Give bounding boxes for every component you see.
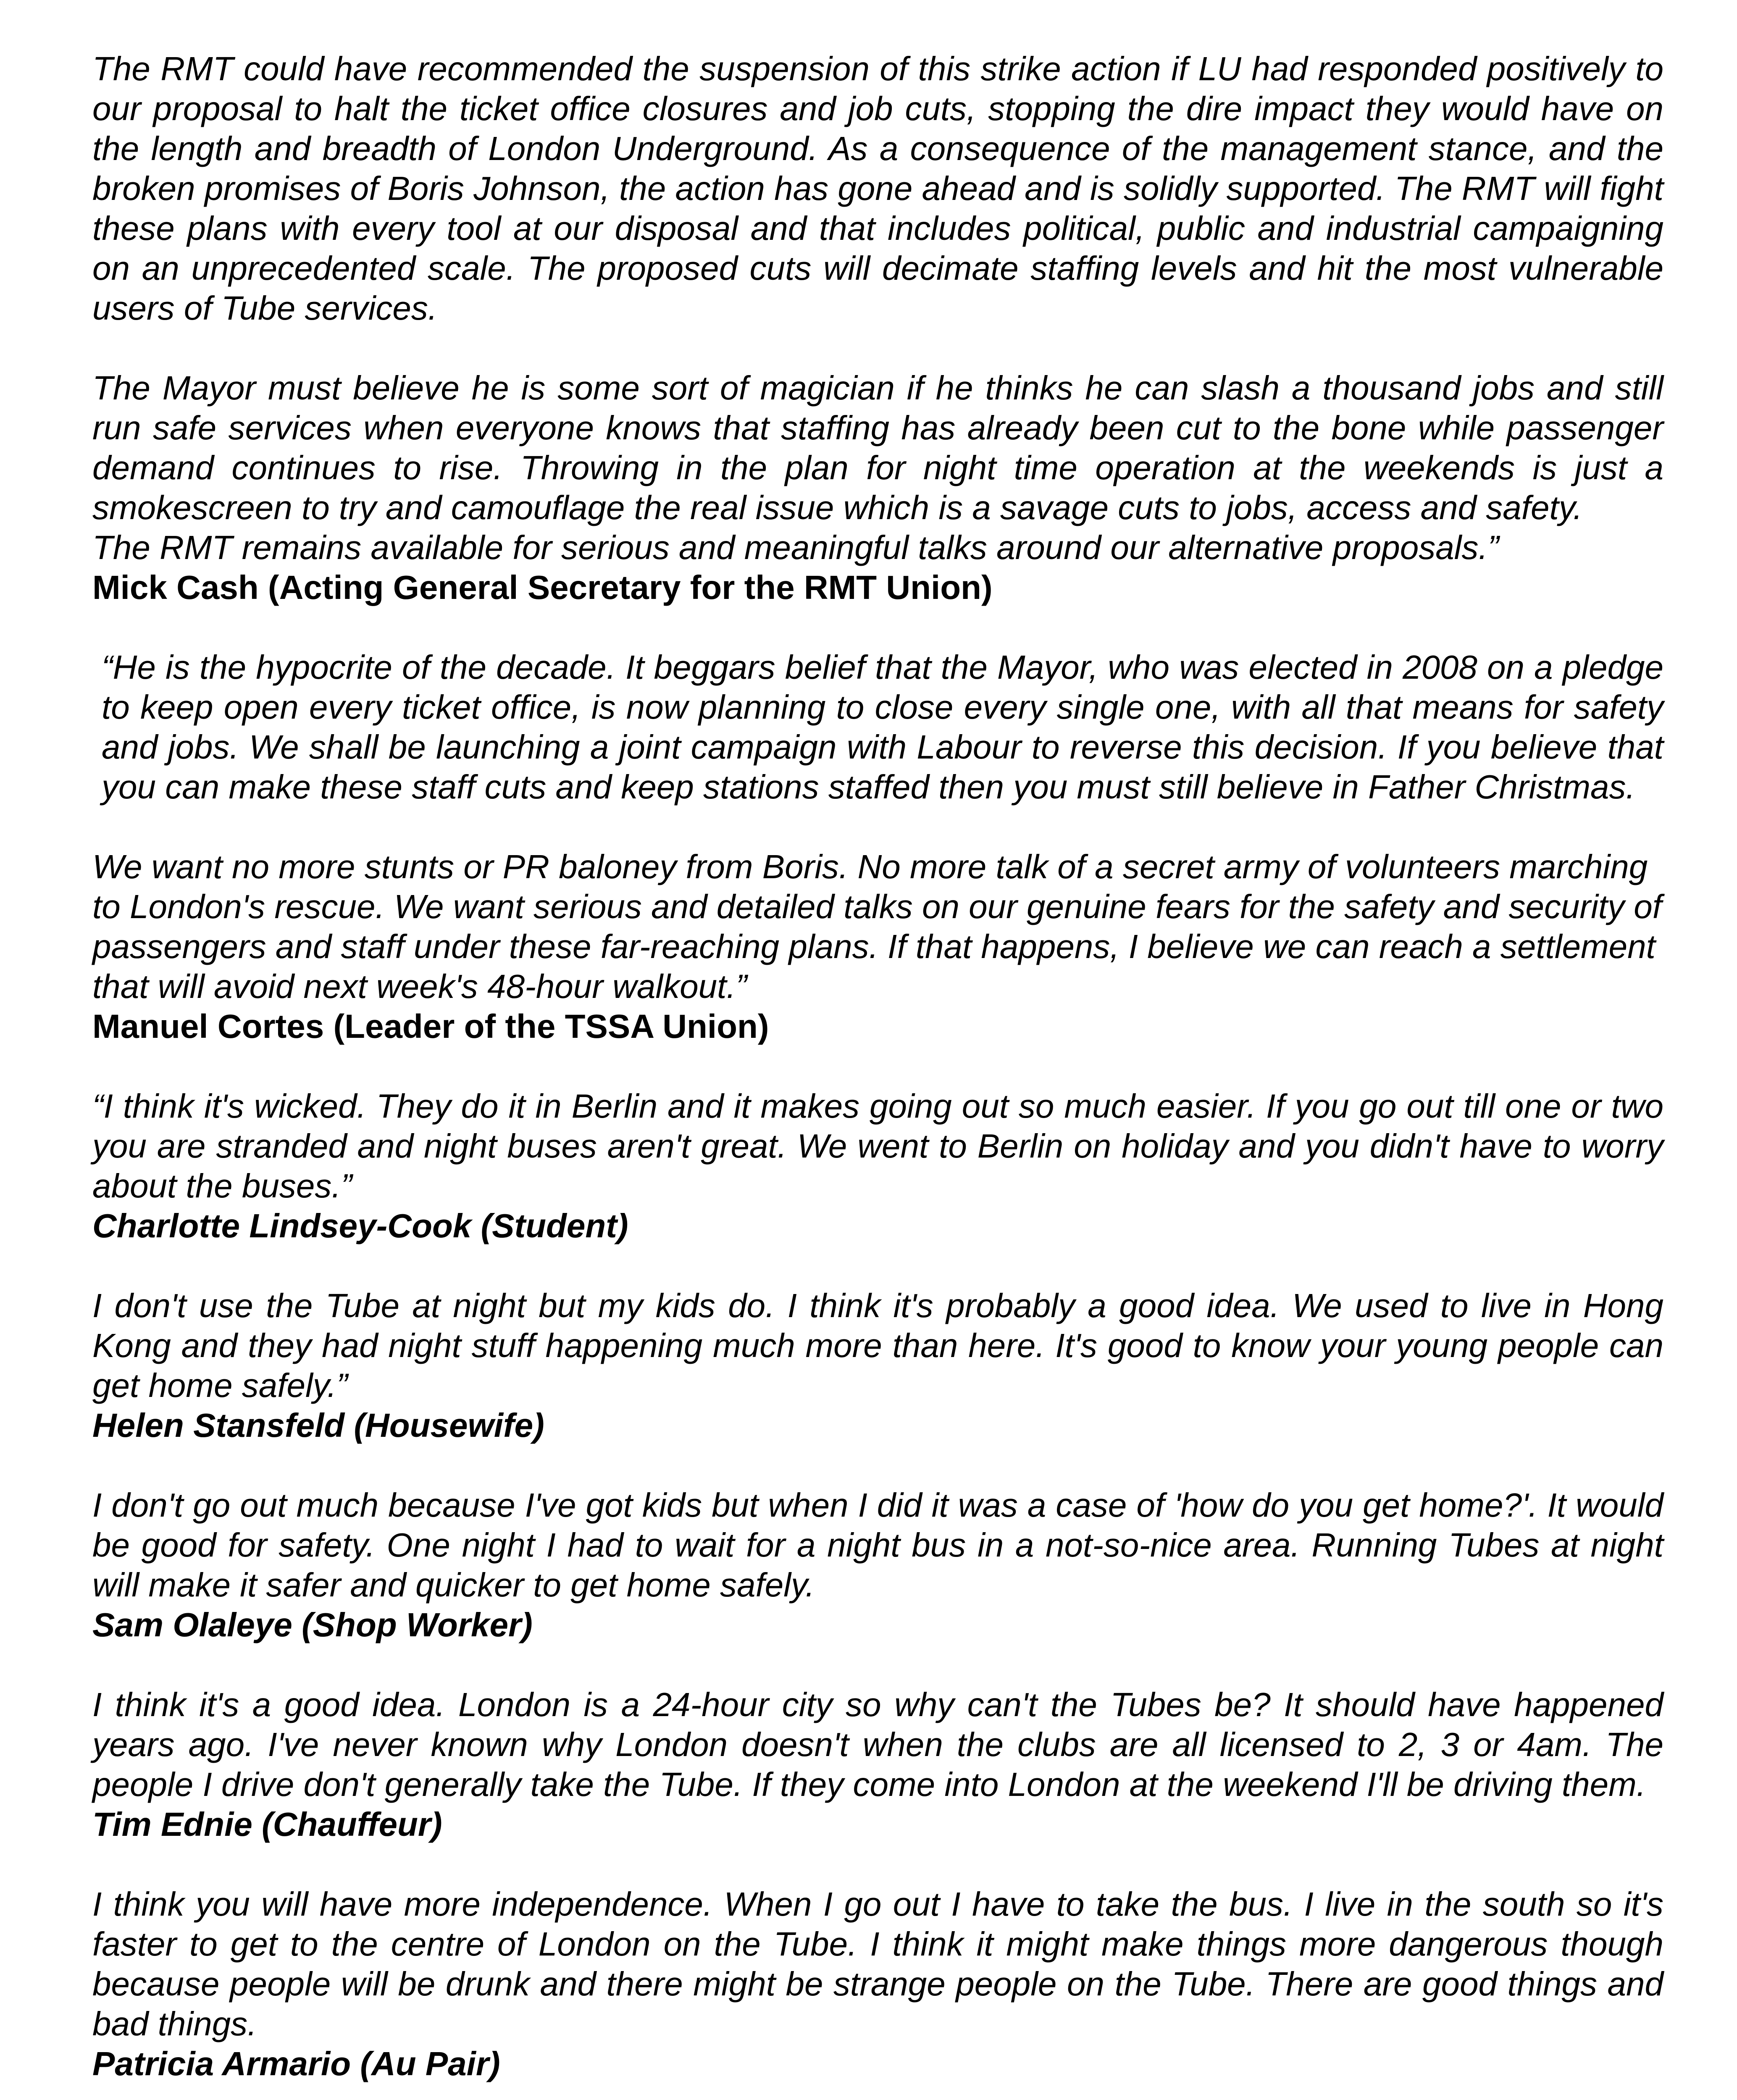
quote-paragraph: “He is the hypocrite of the decade. It beggars belief that the Mayor, who was elected in 2008 on a pledge to keep open every ticket office, is now planning to close every single one, with all that means for safety and jobs. We shall be launching a joint campaign with Labour to reverse this decision. If you believe that you can make these staff cuts and keep stations staffed then you must still believe in Father Christmas.	[102, 648, 1663, 806]
paragraph-gap	[92, 1046, 1663, 1086]
quote-paragraph: “I think it's wicked. They do it in Berlin and it makes going out so much easier. If you go out till one or two you are stranded and night buses aren't great. We went to Berlin on holiday and you didn't have to worry about the buses.”	[92, 1087, 1663, 1205]
quote-paragraph: The Mayor must believe he is some sort of magician if he thinks he can slash a thousand jobs and still run safe services when everyone knows that staffing has already been cut to the bone while passenger demand continues to rise. Throwing in the plan for night time operation at the weekends is just a smokescreen to try and camouflage the real issue which is a savage cuts to jobs, access and safety.	[92, 369, 1663, 526]
paragraph-gap	[92, 1445, 1663, 1485]
paragraph-gap	[92, 607, 1663, 647]
quote-attribution: Helen Stansfeld (Housewife)	[92, 1407, 544, 1444]
quote-paragraph: We want no more stunts or PR baloney from Boris. No more talk of a secret army of volunteers marching to London's rescue. We want serious and detailed talks on our genuine fears for the safety and security of passengers and staff under these far-reaching plans. If that happens, I believe we can reach a settlement that will avoid next week's 48-hour walkout.”	[92, 848, 1662, 1005]
quote-attribution: Patricia Armario (Au Pair)	[92, 2045, 500, 2082]
paragraph-gap	[92, 328, 1663, 368]
quote-attribution: Mick Cash (Acting General Secretary for the RMT Union)	[92, 569, 993, 606]
quote-attribution: Tim Ednie (Chauffeur)	[92, 1806, 442, 1843]
quote-paragraph: The RMT remains available for serious and meaningful talks around our alternative proposals.”	[92, 529, 1499, 566]
paragraph-gap	[92, 2084, 1663, 2100]
paragraph-gap	[92, 1645, 1663, 1685]
quote-attribution: Manuel Cortes (Leader of the TSSA Union)	[92, 1008, 769, 1045]
paragraph-gap	[92, 1246, 1663, 1286]
paragraph-gap	[92, 807, 1663, 847]
quote-paragraph: I don't use the Tube at night but my kids do. I think it's probably a good idea. We used to live in Hong Kong and they had night stuff happening much more than here. It's good to know your young people can get home safely.”	[92, 1287, 1663, 1404]
quote-attribution: Sam Olaleye (Shop Worker)	[92, 1606, 533, 1643]
document-page	[92, 49, 1663, 2100]
quote-paragraph: I don't go out much because I've got kids but when I did it was a case of 'how do you get home?'. It would be good for safety. One night I had to wait for a night bus in a not-so-nice area. Running Tubes at night will make it safer and quicker to get home safely.	[92, 1486, 1663, 1604]
paragraph-gap	[92, 1844, 1663, 1884]
quote-attribution: Charlotte Lindsey-Cook (Student)	[92, 1207, 628, 1244]
quote-paragraph: I think it's a good idea. London is a 24-hour city so why can't the Tubes be? It should have happened years ago. I've never known why London doesn't when the clubs are all licensed to 2, 3 or 4am. The people I drive don't generally take the Tube. If they come into London at the weekend I'll be driving them.	[92, 1686, 1663, 1803]
quote-paragraph: I think you will have more independence. When I go out I have to take the bus. I live in the south so it's faster to get to the centre of London on the Tube. I think it might make things more dangerous though because people will be drunk and there might be strange people on the Tube. There are good things and bad things.	[92, 1885, 1663, 2042]
quote-paragraph: The RMT could have recommended the suspension of this strike action if LU had responded positively to our proposal to halt the ticket office closures and job cuts, stopping the dire impact they would have on the length and breadth of London Underground. As a consequence of the management stance, and the broken promises of Boris Johnson, the action has gone ahead and is solidly supported. The RMT will fight these plans with every tool at our disposal and that includes political, public and industrial campaigning on an unprecedented scale. The proposed cuts will decimate staffing levels and hit the most vulnerable users of Tube services.	[92, 50, 1663, 327]
